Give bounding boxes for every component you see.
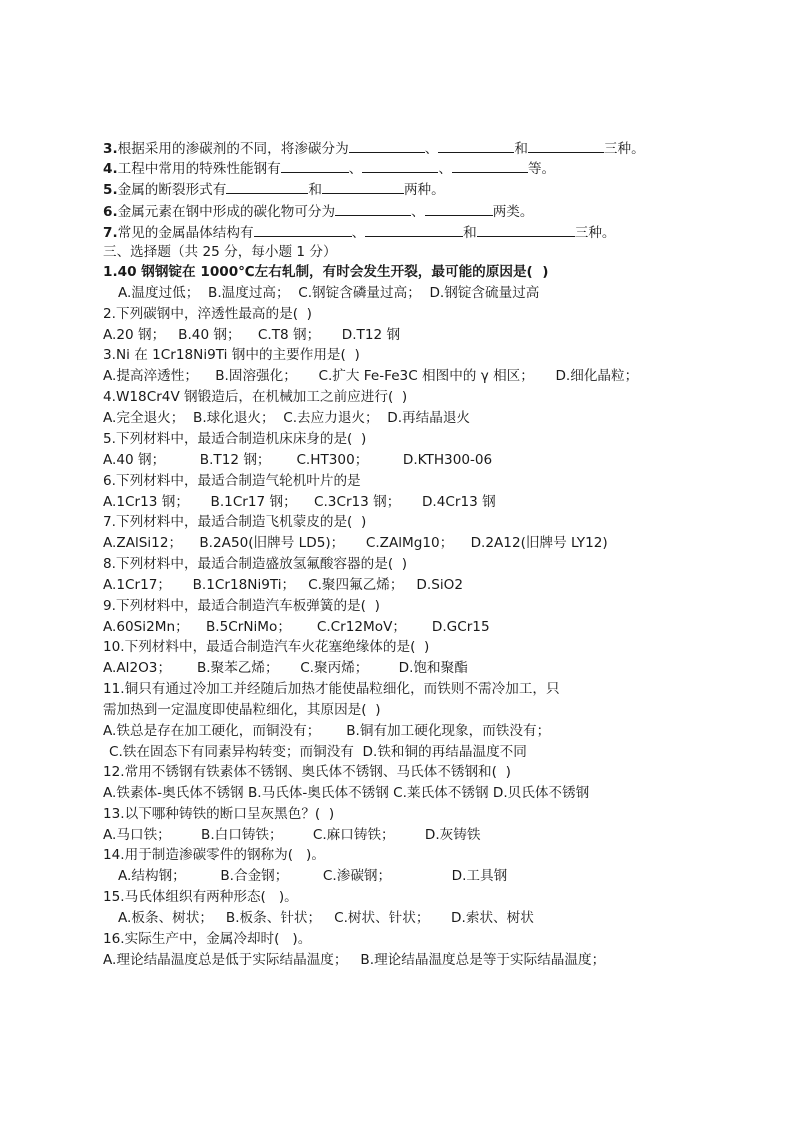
- question-5-stem: 5.下列材料中，最适合制造机床床身的是( ): [103, 431, 367, 447]
- answer-blank[interactable]: [438, 138, 514, 153]
- answer-blank[interactable]: [335, 201, 411, 216]
- question-16-options[interactable]: A.理论结晶温度总是低于实际结晶温度； B.理论结晶温度总是等于实际结晶温度；: [103, 952, 606, 968]
- fill-question-4: 4.工程中常用的特殊性能钢有 、 、 等。: [103, 158, 555, 179]
- question-14-stem: 14.用于制造渗碳零件的钢称为( )。: [103, 847, 325, 863]
- question-7-stem: 7.下列材料中，最适合制造飞机蒙皮的是( ): [103, 514, 367, 530]
- question-10-stem: 10.下列材料中，最适合制造汽车火花塞绝缘体的是( ): [103, 639, 430, 655]
- question-6-stem: 6.下列材料中，最适合制造气轮机叶片的是: [103, 473, 361, 489]
- question-4-stem: 4.W18Cr4V 钢锻造后，在机械加工之前应进行( ): [103, 389, 408, 405]
- answer-blank[interactable]: [349, 138, 425, 153]
- fill-question-3: 3.根据采用的渗碳剂的不同，将渗碳分为 、 和 三种。: [103, 138, 645, 159]
- answer-blank[interactable]: [226, 179, 308, 194]
- question-6-options[interactable]: A.1Cr13 钢； B.1Cr17 钢； C.3Cr13 钢； D.4Cr13 钢: [103, 494, 496, 510]
- question-11-options-cd[interactable]: C.铁在固态下有同素异构转变；而铜没有 D.铁和铜的再结晶温度不同: [109, 744, 527, 760]
- question-9-stem: 9.下列材料中，最适合制造汽车板弹簧的是( ): [103, 598, 380, 614]
- question-2-options[interactable]: A.20 钢； B.40 钢； C.T8 钢； D.T12 钢: [103, 327, 401, 343]
- question-15-stem: 15.马氏体组织有两种形态( )。: [103, 889, 298, 905]
- question-3-options[interactable]: A.提高淬透性； B.固溶强化； C.扩大 Fe-Fe3C 相图中的 γ 相区； D.细化晶粒；: [103, 368, 639, 384]
- answer-blank[interactable]: [362, 158, 438, 173]
- question-13-stem: 13.以下哪种铸铁的断口呈灰黑色？( ): [103, 806, 335, 822]
- question-14-options[interactable]: A.结构钢； B.合金钢； C.渗碳钢； D.工具钢: [118, 868, 508, 884]
- answer-blank[interactable]: [281, 158, 349, 173]
- question-3-stem: 3.Ni 在 1Cr18Ni9Ti 钢中的主要作用是( ): [103, 347, 360, 363]
- fill-question-7: 7.常见的金属晶体结构有 、 和 三种。: [103, 222, 616, 243]
- question-2-stem: 2.下列碳钢中，淬透性最高的是( ): [103, 306, 312, 322]
- question-8-stem: 8.下列材料中，最适合制造盛放氢氟酸容器的是( ): [103, 556, 408, 572]
- section-title: 三、选择题（共 25 分，每小题 1 分）: [103, 244, 337, 260]
- question-13-options[interactable]: A.马口铁； B.白口铸铁； C.麻口铸铁； D.灰铸铁: [103, 827, 481, 843]
- answer-blank[interactable]: [528, 138, 604, 153]
- fill-question-5: 5.金属的断裂形式有 和 两种。: [103, 179, 445, 200]
- question-16-stem: 16.实际生产中，金属冷却时( )。: [103, 931, 312, 947]
- question-9-options[interactable]: A.60Si2Mn； B.5CrNiMo； C.Cr12MoV； D.GCr15: [103, 619, 490, 635]
- answer-blank[interactable]: [477, 222, 575, 237]
- answer-blank[interactable]: [365, 222, 463, 237]
- question-15-options[interactable]: A.板条、树状； B.板条、针状； C.树状、针状； D.索状、树状: [118, 910, 534, 926]
- question-8-options[interactable]: A.1Cr17； B.1Cr18Ni9Ti； C.聚四氟乙烯； D.SiO2: [103, 577, 463, 593]
- question-11-stem-line1: 11.铜只有通过冷加工并经随后加热才能使晶粒细化，而铁则不需冷加工，只: [103, 681, 560, 697]
- question-4-options[interactable]: A.完全退火； B.球化退火； C.去应力退火； D.再结晶退火: [103, 410, 471, 426]
- answer-blank[interactable]: [322, 179, 404, 194]
- answer-blank[interactable]: [254, 222, 352, 237]
- answer-blank[interactable]: [425, 201, 493, 216]
- question-12-stem: 12.常用不锈钢有铁素体不锈钢、奥氏体不锈钢、马氏体不锈钢和( ): [103, 764, 511, 780]
- question-10-options[interactable]: A.Al2O3； B.聚苯乙烯； C.聚丙烯； D.饱和聚酯: [103, 660, 468, 676]
- answer-blank[interactable]: [452, 158, 528, 173]
- question-11-stem-line2: 需加热到一定温度即使晶粒细化，其原因是( ): [103, 702, 381, 718]
- question-12-options[interactable]: A.铁素体-奥氏体不锈钢 B.马氏体-奥氏体不锈钢 C.莱氏体不锈钢 D.贝氏体不锈钢: [103, 785, 590, 801]
- question-1-options[interactable]: A.温度过低； B.温度过高； C.钢锭含磷量过高； D.钢锭含硫量过高: [118, 285, 540, 301]
- question-5-options[interactable]: A.40 钢； B.T12 钢； C.HT300； D.KTH300-06: [103, 452, 493, 468]
- fill-question-6: 6.金属元素在钢中形成的碳化物可分为 、 两类。: [103, 201, 534, 222]
- question-11-options-ab[interactable]: A.铁总是存在加工硬化，而铜没有； B.铜有加工硬化现象，而铁没有；: [103, 723, 551, 739]
- question-7-options[interactable]: A.ZAlSi12； B.2A50(旧牌号 LD5)； C.ZAlMg10； D.2A12(旧牌号 LY12): [103, 535, 608, 551]
- question-1-stem: 1.40 钢钢锭在 1000℃左右轧制，有时会发生开裂，最可能的原因是( ): [103, 264, 549, 280]
